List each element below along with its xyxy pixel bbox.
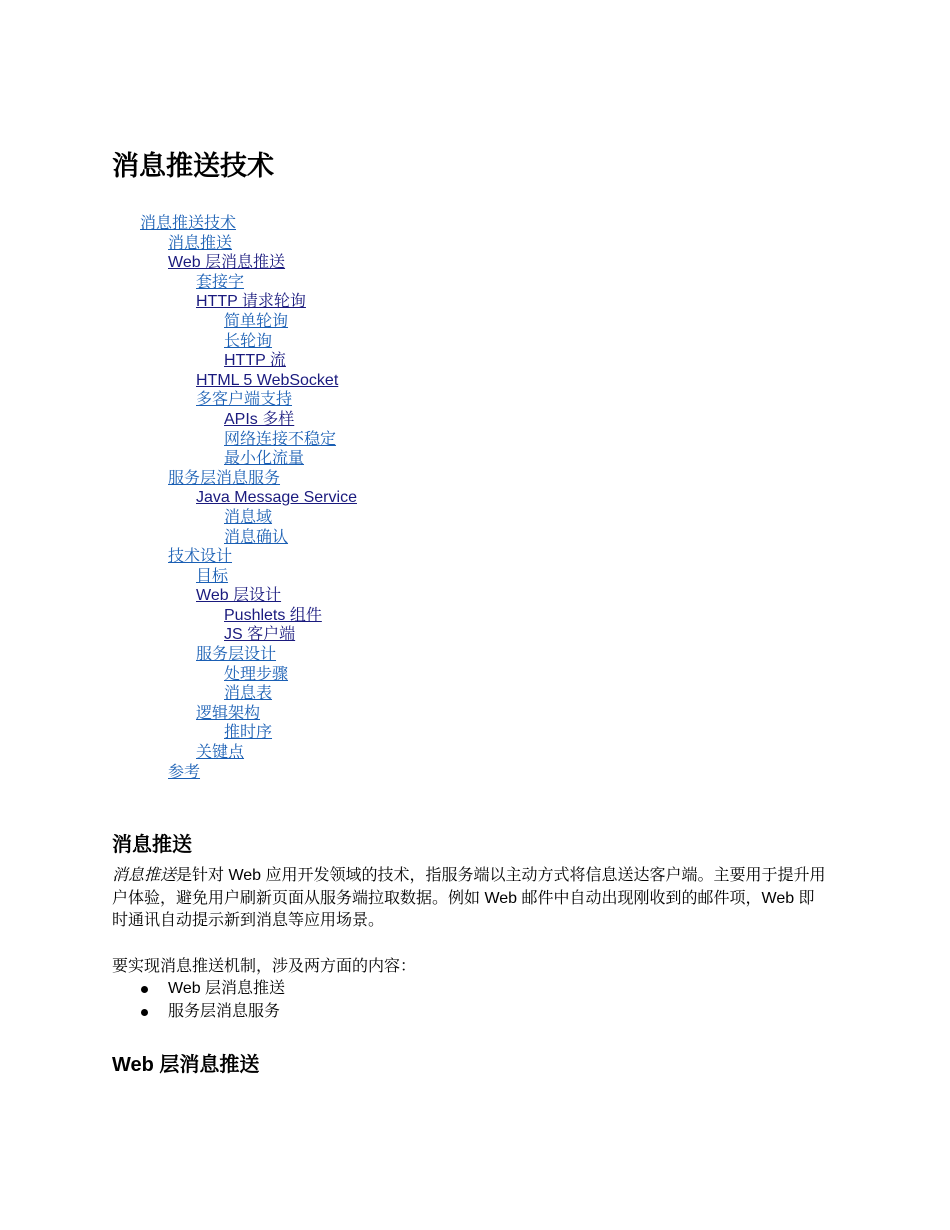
toc-link[interactable]: HTML 5 WebSocket xyxy=(196,371,339,389)
toc-link[interactable]: 消息推送 xyxy=(168,234,233,252)
toc-link[interactable]: Web 层消息推送 xyxy=(168,254,286,272)
list-item xyxy=(0,978,285,1001)
toc-link[interactable]: 关键点 xyxy=(196,744,245,762)
toc-link[interactable]: Pushlets 组件 xyxy=(224,606,322,624)
section-heading-message-push: 消息推送 xyxy=(112,834,192,856)
toc-link[interactable]: 逻辑架构 xyxy=(196,704,261,722)
list-item-label: Web 层消息推送 xyxy=(168,980,286,997)
toc-link[interactable]: APIs 多样 xyxy=(224,410,295,428)
toc-link[interactable]: 多客户端支持 xyxy=(196,391,293,409)
bullet-icon xyxy=(141,986,148,993)
toc-link[interactable]: 推时序 xyxy=(224,724,273,742)
requirements-list xyxy=(0,978,285,1023)
toc-link[interactable]: 消息表 xyxy=(224,685,273,703)
toc-link[interactable]: 服务层设计 xyxy=(196,646,277,664)
toc-link[interactable]: 消息推送技术 xyxy=(140,215,237,232)
toc-link[interactable]: HTTP 请求轮询 xyxy=(196,293,306,311)
intro-paragraph xyxy=(112,865,828,933)
toc-link[interactable]: 长轮询 xyxy=(224,332,273,350)
toc-link[interactable]: 参考 xyxy=(168,763,201,781)
toc-link[interactable]: 技术设计 xyxy=(168,548,233,566)
toc-link[interactable]: 最小化流量 xyxy=(224,450,305,468)
requirements-paragraph: 要实现消息推送机制，涉及两方面的内容： xyxy=(112,958,417,975)
toc-link[interactable]: Java Message Service xyxy=(196,489,357,507)
intro-text: 是针对 Web 应用开发领域的技术，指服务端以主动方式将信息送达客户端。主要用于提升用户体验，避免用户刷新页面从服务端拉取数据。例如 Web 邮件中自动出现刚收到的邮件项，Web 即时通讯自动提示新到消息等应用场景。 xyxy=(112,867,826,929)
toc-link[interactable]: 套接字 xyxy=(196,273,245,291)
toc-link[interactable]: 消息确认 xyxy=(224,528,289,546)
list-item xyxy=(0,1001,285,1024)
toc-link[interactable]: 消息域 xyxy=(224,508,273,526)
section-heading-web-push: Web 层消息推送 xyxy=(112,1054,260,1076)
toc-link[interactable]: HTTP 流 xyxy=(224,352,286,370)
toc-link[interactable]: 处理步骤 xyxy=(224,665,289,683)
toc-link[interactable]: 目标 xyxy=(196,567,229,585)
list-item-label: 服务层消息服务 xyxy=(168,1002,281,1020)
document-title: 消息推送技术 xyxy=(112,151,274,181)
toc-link[interactable]: 服务层消息服务 xyxy=(168,469,281,487)
intro-term: 消息推送 xyxy=(112,867,177,884)
toc-link[interactable]: JS 客户端 xyxy=(224,626,296,644)
toc-link[interactable]: 网络连接不稳定 xyxy=(224,430,337,448)
toc-link[interactable]: 简单轮询 xyxy=(224,312,289,330)
toc-link[interactable]: Web 层设计 xyxy=(196,587,282,605)
table-of-contents xyxy=(0,214,950,782)
bullet-icon xyxy=(141,1009,148,1016)
